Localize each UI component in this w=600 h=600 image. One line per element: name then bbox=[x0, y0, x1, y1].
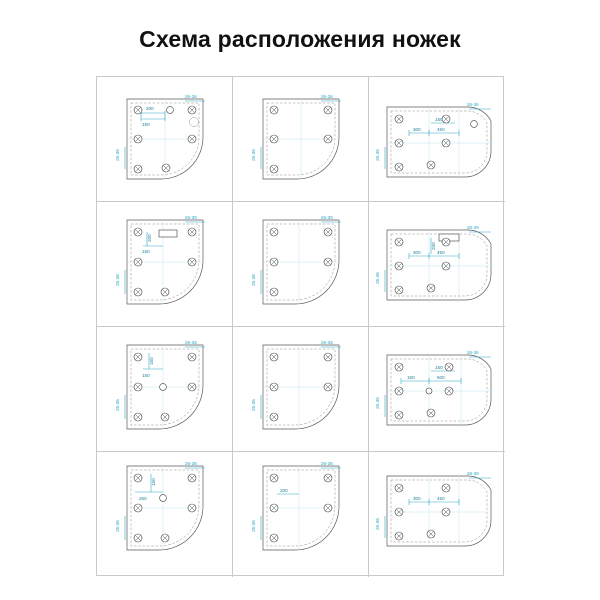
dim-label-200: 200 bbox=[280, 488, 288, 493]
edge-label: 26-36 bbox=[321, 461, 333, 466]
diagram-cell-r4c1 bbox=[97, 452, 233, 577]
edge-label: 26-36 bbox=[251, 149, 256, 161]
dim-label-300: 300 bbox=[413, 127, 421, 132]
edge-label: 26-36 bbox=[251, 520, 256, 532]
edge-label: 26-36 bbox=[321, 340, 333, 345]
edge-label: 26-36 bbox=[467, 102, 479, 107]
edge-label: 26-36 bbox=[115, 274, 120, 286]
edge-label: 26-36 bbox=[185, 461, 197, 466]
diagram-cell-r1c2 bbox=[233, 77, 369, 202]
dim-label-150: 150 bbox=[142, 122, 150, 127]
edge-label: 26-36 bbox=[251, 274, 256, 286]
dim-label-150: 150 bbox=[407, 375, 415, 380]
diagram-cell-r4c3 bbox=[369, 452, 505, 577]
dim-label-200: 200 bbox=[431, 242, 436, 250]
dim-label-150: 150 bbox=[142, 249, 150, 254]
edge-label: 26-36 bbox=[375, 518, 380, 530]
diagram-cell-r3c1 bbox=[97, 327, 233, 452]
edge-label: 26-36 bbox=[375, 149, 380, 161]
edge-label: 26-36 bbox=[115, 149, 120, 161]
edge-label: 26-36 bbox=[185, 340, 197, 345]
dim-label-250: 250 bbox=[139, 496, 147, 501]
page-title: Схема расположения ножек bbox=[139, 26, 461, 52]
edge-label: 26-36 bbox=[115, 520, 120, 532]
edge-label: 26-36 bbox=[185, 94, 197, 99]
diagram-cell-r2c2 bbox=[233, 202, 369, 327]
dim-label-150: 150 bbox=[149, 357, 154, 365]
dim-label-450: 450 bbox=[437, 250, 445, 255]
edge-label: 26-36 bbox=[321, 94, 333, 99]
dim-label-150: 150 bbox=[435, 365, 443, 370]
edge-label: 26-36 bbox=[185, 215, 197, 220]
edge-label: 26-36 bbox=[467, 350, 479, 355]
dim-label-300: 300 bbox=[413, 250, 421, 255]
diagram-cell-r2c1 bbox=[97, 202, 233, 327]
diagram-cell-r3c3 bbox=[369, 327, 505, 452]
edge-label: 26-36 bbox=[375, 397, 380, 409]
edge-label: 26-36 bbox=[251, 399, 256, 411]
edge-label: 26-36 bbox=[467, 225, 479, 230]
dim-label-450: 450 bbox=[437, 496, 445, 501]
diagram-cell-r4c2 bbox=[233, 452, 369, 577]
diagram-grid bbox=[96, 76, 504, 576]
dim-label-600: 600 bbox=[437, 375, 445, 380]
edge-label: 26-36 bbox=[375, 272, 380, 284]
dim-label-200: 200 bbox=[146, 106, 154, 111]
diagram-cell-r1c1 bbox=[97, 77, 233, 202]
dim-label-150: 150 bbox=[151, 478, 156, 486]
dim-label-150: 150 bbox=[142, 373, 150, 378]
edge-label: 26-36 bbox=[467, 471, 479, 476]
diagram-cell-r3c2 bbox=[233, 327, 369, 452]
edge-label: 26-36 bbox=[115, 399, 120, 411]
dim-label-150: 150 bbox=[435, 117, 443, 122]
dim-label-450: 450 bbox=[437, 127, 445, 132]
dim-label-300: 300 bbox=[413, 496, 421, 501]
edge-label: 26-36 bbox=[321, 215, 333, 220]
dim-label-200: 200 bbox=[147, 234, 152, 242]
diagram-cell-r2c3 bbox=[369, 202, 505, 327]
diagram-cell-r1c3 bbox=[369, 77, 505, 202]
